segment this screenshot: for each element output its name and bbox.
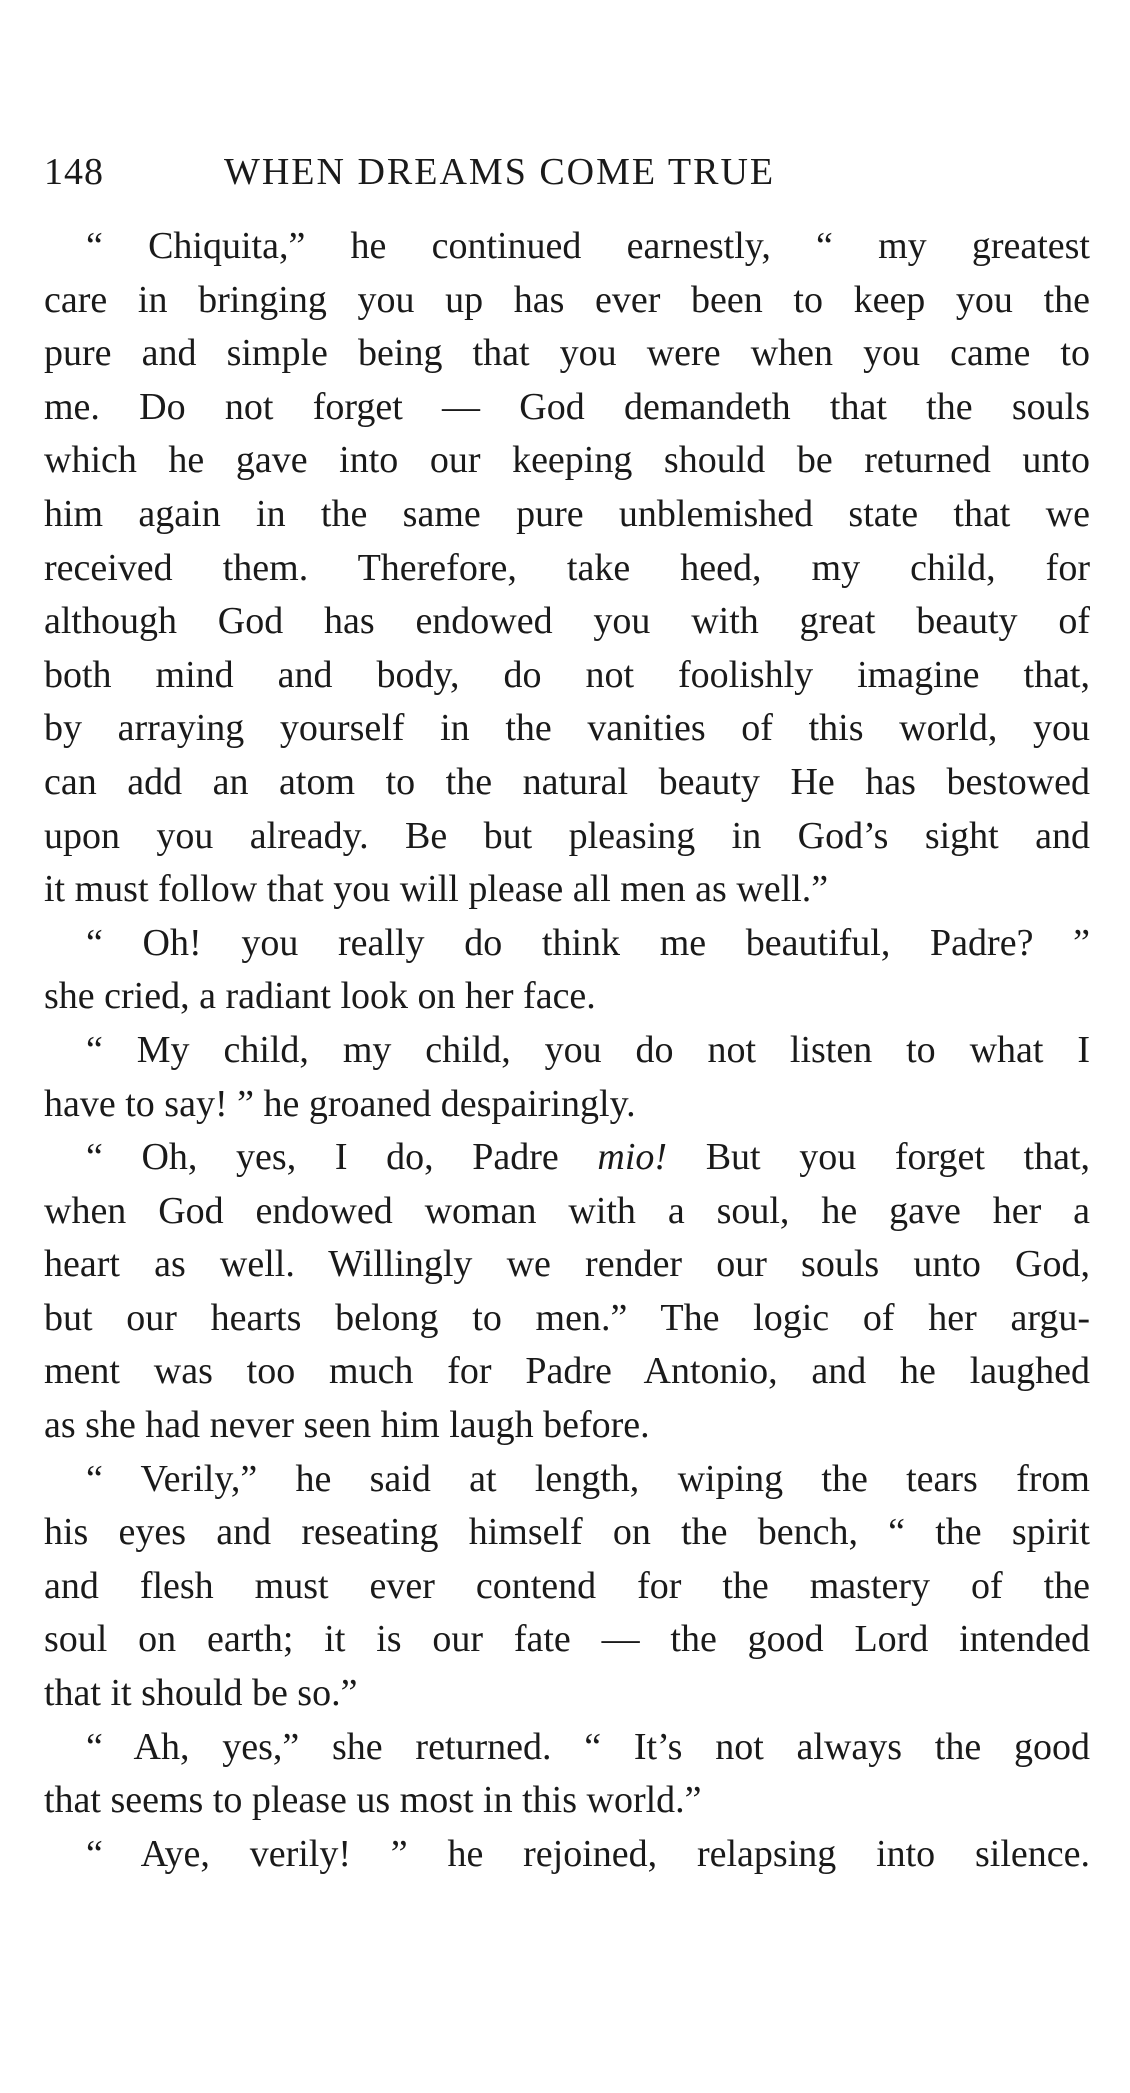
text-line: as she had never seen him laugh before. — [44, 1404, 650, 1447]
text-line: which he gave into our keeping should be returned unto — [44, 439, 1090, 482]
text-line: although God has endowed you with great beauty of — [44, 600, 1090, 643]
running-title: WHEN DREAMS COME TRUE — [224, 151, 776, 193]
text-line: upon you already. Be but pleasing in God’s sight and — [44, 814, 1090, 857]
text-segment: “ Oh, yes, I do, Padre — [86, 1136, 598, 1179]
text-line: but our hearts belong to men.” The logic of her argu- — [44, 1296, 1090, 1339]
text-line: ment was too much for Padre Antonio, and he laughed — [44, 1350, 1090, 1393]
text-line: received them. Therefore, take heed, my child, for — [44, 546, 1090, 589]
text-line: “ Aye, verily! ” he rejoined, relapsing into silence. — [86, 1832, 1090, 1875]
text-line: and flesh must ever contend for the mastery of the — [44, 1564, 1090, 1607]
italic-word: mio! — [597, 1136, 668, 1179]
text-line: me. Do not forget — God demandeth that the souls — [44, 385, 1090, 428]
text-line: “ My child, my child, you do not listen to what I — [86, 1028, 1090, 1071]
text-line: she cried, a radiant look on her face. — [44, 975, 596, 1018]
page-number: 148 — [44, 151, 104, 193]
text-line: that seems to please us most in this world.” — [44, 1779, 702, 1822]
text-line: both mind and body, do not foolishly imagine that, — [44, 653, 1090, 696]
text-body — [44, 220, 1090, 1881]
text-line — [44, 1131, 1090, 1185]
text-line: when God endowed woman with a soul, he gave her a — [44, 1189, 1090, 1232]
text-line: by arraying yourself in the vanities of this world, you — [44, 707, 1090, 750]
text-line: soul on earth; it is our fate — the good Lord intended — [44, 1618, 1090, 1661]
text-line: “ Chiquita,” he continued earnestly, “ my greatest — [86, 225, 1090, 267]
text-segment: But you forget that, — [667, 1136, 1090, 1179]
text-line: can add an atom to the natural beauty He has bestowed — [44, 760, 1090, 803]
text-line: his eyes and reseating himself on the bench, “ the spirit — [44, 1511, 1090, 1554]
text-line: “ Ah, yes,” she returned. “ It’s not always the good — [86, 1725, 1090, 1768]
text-line: care in bringing you up has ever been to keep you the — [44, 278, 1090, 321]
text-line: it must follow that you will please all men as well.” — [44, 868, 829, 911]
text-line: that it should be so.” — [44, 1672, 358, 1715]
book-page — [44, 150, 1090, 1881]
text-line: have to say! ” he groaned despairingly. — [44, 1082, 636, 1125]
running-head — [44, 150, 1090, 200]
text-line: him again in the same pure unblemished state that we — [44, 492, 1090, 535]
text-line: heart as well. Willingly we render our souls unto God, — [44, 1243, 1090, 1286]
text-line: pure and simple being that you were when you came to — [44, 332, 1090, 375]
text-line: “ Oh! you really do think me beautiful, Padre? ” — [86, 921, 1090, 964]
text-line: “ Verily,” he said at length, wiping the tears from — [86, 1457, 1090, 1500]
